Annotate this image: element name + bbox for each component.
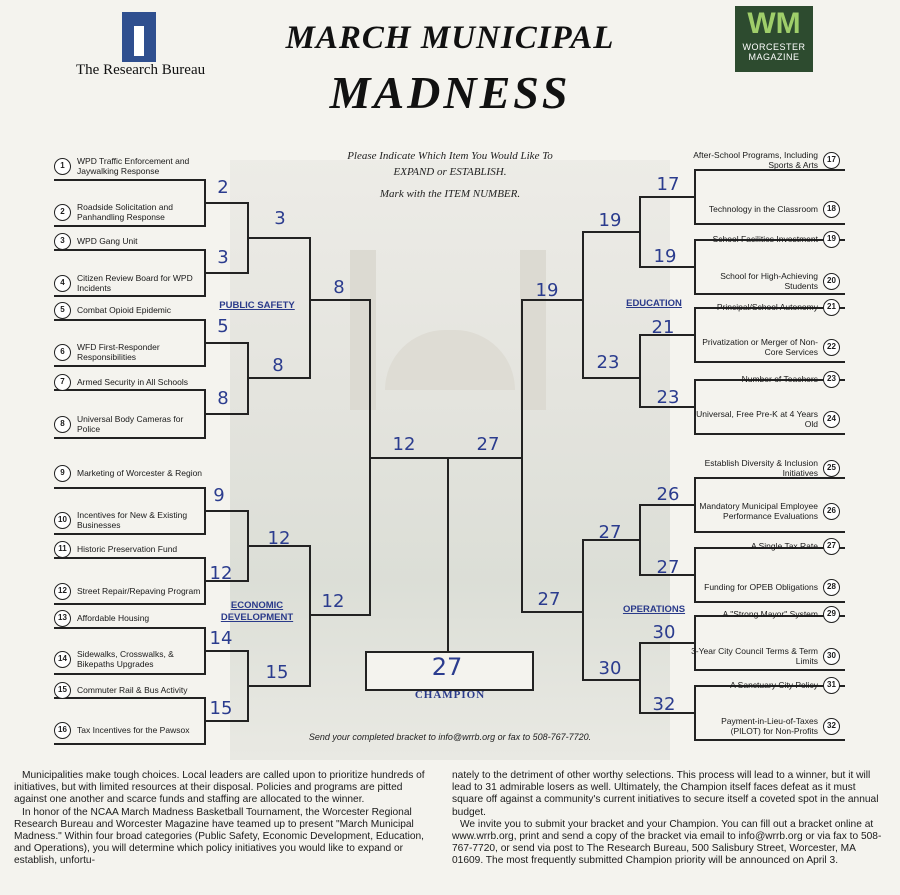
bracket-item-23[interactable]: [690, 371, 840, 387]
item-number: 32: [823, 718, 840, 735]
champion-pick[interactable]: 27: [431, 653, 463, 681]
item-number: 16: [54, 722, 71, 739]
pick-r1-9[interactable]: 17: [656, 174, 680, 195]
item-label: Payment-in-Lieu-of-Taxes (PILOT) for Non-Profits: [721, 716, 818, 736]
item-number: 13: [54, 610, 71, 627]
item-label: A "Strong Mayor" System: [722, 609, 818, 619]
bracket-item-21[interactable]: [690, 299, 840, 315]
item-number: 23: [823, 371, 840, 388]
item-number: 22: [823, 339, 840, 356]
pick-r1-14[interactable]: 27: [656, 557, 680, 578]
item-number: 21: [823, 299, 840, 316]
body-column-2: [452, 770, 882, 868]
item-label: WPD Traffic Enforcement and Jaywalking Response: [77, 156, 190, 176]
title-line-1: MARCH MUNICIPAL: [285, 20, 615, 56]
item-number: 31: [823, 677, 840, 694]
title-line-2: MADNESS: [329, 67, 571, 118]
bracket-item-14[interactable]: [54, 645, 204, 673]
item-label: WFD First-Responder Responsibilities: [77, 342, 160, 362]
bracket-item-5[interactable]: [54, 302, 204, 318]
item-label: A Sanctuary City Policy: [730, 680, 818, 690]
item-label: Mandatory Municipal Employee Performance Evaluations: [699, 501, 818, 521]
item-number: 19: [823, 231, 840, 248]
item-number: 7: [54, 374, 71, 391]
pick-r1-16[interactable]: 32: [652, 694, 676, 715]
region-operations: OPERATIONS: [622, 604, 686, 615]
pick-r4-right[interactable]: 27: [476, 434, 500, 455]
pick-r3-2[interactable]: 12: [321, 591, 345, 612]
pick-r1-15[interactable]: 30: [652, 622, 676, 643]
body-column-1: [14, 770, 434, 868]
bracket-item-8[interactable]: [54, 411, 204, 437]
bracket-item-25[interactable]: [690, 456, 840, 480]
region-line-2: DEVELOPMENT: [220, 612, 294, 623]
item-label: Principal/School Autonomy: [716, 302, 818, 312]
bracket-item-28[interactable]: [690, 574, 840, 600]
pick-r1-7[interactable]: 14: [209, 628, 233, 649]
item-number: 3: [54, 233, 71, 250]
bracket-item-17[interactable]: [690, 148, 840, 172]
pick-r1-13[interactable]: 26: [656, 484, 680, 505]
item-label: Affordable Housing: [77, 613, 150, 623]
pick-r2-6[interactable]: 23: [596, 352, 620, 373]
item-number: 10: [54, 512, 71, 529]
pick-r1-3[interactable]: 5: [217, 316, 229, 337]
bracket-item-4[interactable]: [54, 271, 204, 295]
item-number: 25: [823, 460, 840, 477]
bracket-item-9[interactable]: [54, 460, 204, 486]
bracket-item-6[interactable]: [54, 340, 204, 364]
pick-r1-4[interactable]: 8: [217, 388, 229, 409]
bracket-item-31[interactable]: [690, 677, 840, 693]
body-paragraph: We invite you to submit your bracket and your Champion. You can fill out a bracket online at www.wrrb.org, print and send a copy of the bracket via email to info@wrrb.org or via fax to 508-767-7720, or send via post to The Research Bureau, 500 Salisbury Street, Worcester, MA 01609. The most frequently submitted Champion priority will be announced on April 3.: [452, 818, 882, 867]
bracket-item-30[interactable]: [690, 643, 840, 669]
pick-r1-8[interactable]: 15: [209, 698, 233, 719]
item-number: 30: [823, 648, 840, 665]
item-label: Establish Diversity & Inclusion Initiatives: [704, 458, 818, 478]
item-label: Universal, Free Pre-K at 4 Years Old: [696, 409, 818, 429]
bracket-item-29[interactable]: [690, 606, 840, 622]
item-label: Commuter Rail & Bus Activity: [77, 685, 188, 695]
item-label: Technology in the Classroom: [708, 204, 818, 214]
item-label: Combat Opioid Epidemic: [77, 305, 172, 315]
region-public-safety: PUBLIC SAFETY: [219, 300, 295, 311]
bracket-item-32[interactable]: [690, 713, 840, 739]
item-number: 28: [823, 579, 840, 596]
item-label: Armed Security in All Schools: [77, 377, 189, 387]
item-label: School for High-Achieving Students: [720, 271, 818, 291]
pick-r3-1[interactable]: 8: [333, 277, 345, 298]
send-note: Send your completed bracket to info@wrrb.org or fax to 508-767-7720.: [308, 732, 592, 742]
pick-r2-4[interactable]: 15: [265, 662, 289, 683]
bracket-item-19[interactable]: [690, 231, 840, 247]
item-label: After-School Programs, Including Sports & Arts: [693, 150, 818, 170]
bracket-item-12[interactable]: [54, 579, 204, 603]
body-paragraph: nately to the detriment of other worthy selections. This process will lead to a winner, but it will lead to 31 admirable losers as well. Ultimately, the Champion itself faces defeat as it must square off against a community's current initiatives to secure itself a coveted spot in the annual budget.: [452, 770, 879, 818]
region-education: EDUCATION: [626, 298, 682, 309]
bracket-item-3[interactable]: [54, 233, 204, 249]
item-label: Tax Incentives for the Pawsox: [77, 725, 190, 735]
bracket-item-26[interactable]: [690, 493, 840, 529]
item-label: Street Repair/Repaving Program: [77, 586, 201, 596]
item-number: 17: [823, 152, 840, 169]
pick-r1-5[interactable]: 9: [213, 485, 225, 506]
item-number: 26: [823, 503, 840, 520]
region-line-1: ECONOMIC: [230, 600, 284, 611]
pick-r2-1[interactable]: 3: [274, 208, 286, 229]
pick-r1-11[interactable]: 21: [651, 317, 675, 338]
item-number: 27: [823, 538, 840, 555]
item-number: 20: [823, 273, 840, 290]
item-label: WPD Gang Unit: [77, 236, 138, 246]
item-label: Number of Teachers: [741, 374, 818, 384]
item-label: Privatization or Merger of Non-Core Services: [702, 337, 818, 357]
bracket-item-24[interactable]: [690, 406, 840, 432]
instructions-line-1: Please Indicate Which Item You Would Like To EXPAND or ESTABLISH.: [347, 150, 553, 178]
bracket-item-10[interactable]: [54, 507, 204, 533]
item-number: 15: [54, 682, 71, 699]
item-number: 9: [54, 465, 71, 482]
pick-r1-12[interactable]: 23: [656, 387, 680, 408]
instructions-line-2: Mark with the ITEM NUMBER.: [379, 188, 521, 200]
item-label: Historic Preservation Fund: [77, 544, 178, 554]
item-label: Funding for OPEB Obligations: [704, 582, 818, 592]
bracket-item-27[interactable]: [690, 538, 840, 554]
pick-r2-8[interactable]: 30: [598, 658, 622, 679]
pick-r2-3[interactable]: 12: [267, 528, 291, 549]
worcester-magazine-name: WORCESTER MAGAZINE: [742, 42, 806, 62]
item-number: 2: [54, 204, 71, 221]
item-label: Marketing of Worcester & Region: [77, 468, 203, 478]
body-paragraph: In honor of the NCAA March Madness Basketball Tournament, the Worcester Regional Research Bureau and Worcester Magazine have teamed up to present "March Municipal Madness." Within four broad categories (Public Safety, Economic Development, Education, and Operations), you will determine which policy initiatives you would like to expand or establish, unfortu-: [14, 806, 424, 867]
bracket-item-13[interactable]: [54, 610, 204, 626]
item-label: School Facilities Investment: [712, 234, 818, 244]
item-label: Incentives for New & Existing Businesses: [77, 510, 188, 530]
item-number: 24: [823, 411, 840, 428]
bracket-item-15[interactable]: [54, 682, 204, 698]
bracket-item-20[interactable]: [690, 268, 840, 294]
pick-r1-6[interactable]: 12: [209, 563, 233, 584]
item-label: Universal Body Cameras for Police: [77, 414, 184, 434]
item-number: 11: [54, 541, 71, 558]
pick-r3-3[interactable]: 19: [535, 280, 559, 301]
bracket-item-22[interactable]: [690, 334, 840, 360]
pick-r1-1[interactable]: 2: [217, 177, 229, 198]
pick-r2-2[interactable]: 8: [272, 355, 284, 376]
bracket-item-16[interactable]: [54, 718, 204, 742]
item-number: 5: [54, 302, 71, 319]
item-number: 29: [823, 606, 840, 623]
champion-label: CHAMPION: [414, 689, 486, 701]
research-bureau-name: The Research Bureau: [76, 62, 206, 78]
pick-r1-2[interactable]: 3: [217, 247, 229, 268]
item-label: Sidewalks, Crosswalks, & Bikepaths Upgrades: [77, 649, 174, 669]
pick-r2-5[interactable]: 19: [598, 210, 622, 231]
pick-r4-left[interactable]: 12: [392, 434, 416, 455]
item-number: 8: [54, 416, 71, 433]
region-economic-development: [221, 600, 293, 624]
item-number: 12: [54, 583, 71, 600]
item-number: 18: [823, 201, 840, 218]
bracket-item-2[interactable]: [54, 199, 204, 225]
item-number: 4: [54, 275, 71, 292]
item-label: 3-Year City Council Terms & Term Limits: [691, 646, 818, 666]
item-number: 6: [54, 344, 71, 361]
pick-r1-10[interactable]: 19: [653, 246, 677, 267]
item-label: Citizen Review Board for WPD Incidents: [77, 273, 193, 293]
item-label: A Single Tax Rate: [751, 541, 818, 551]
bracket-item-1[interactable]: [54, 153, 204, 179]
item-number: 1: [54, 158, 71, 175]
pick-r3-4[interactable]: 27: [537, 589, 561, 610]
pick-r2-7[interactable]: 27: [598, 522, 622, 543]
item-number: 14: [54, 651, 71, 668]
bracket-item-7[interactable]: [54, 374, 204, 390]
wm-mark: WM: [747, 7, 801, 40]
bracket-item-18[interactable]: [690, 196, 840, 222]
bracket-item-11[interactable]: [54, 541, 204, 557]
body-paragraph: Municipalities make tough choices. Local leaders are called upon to prioritize hundreds of initiatives, but with limited resources at their disposal. Policies and programs are pitted against one another and scarce funds and staffing are allocated to the winner.: [14, 770, 425, 806]
item-label: Roadside Solicitation and Panhandling Response: [77, 202, 173, 222]
